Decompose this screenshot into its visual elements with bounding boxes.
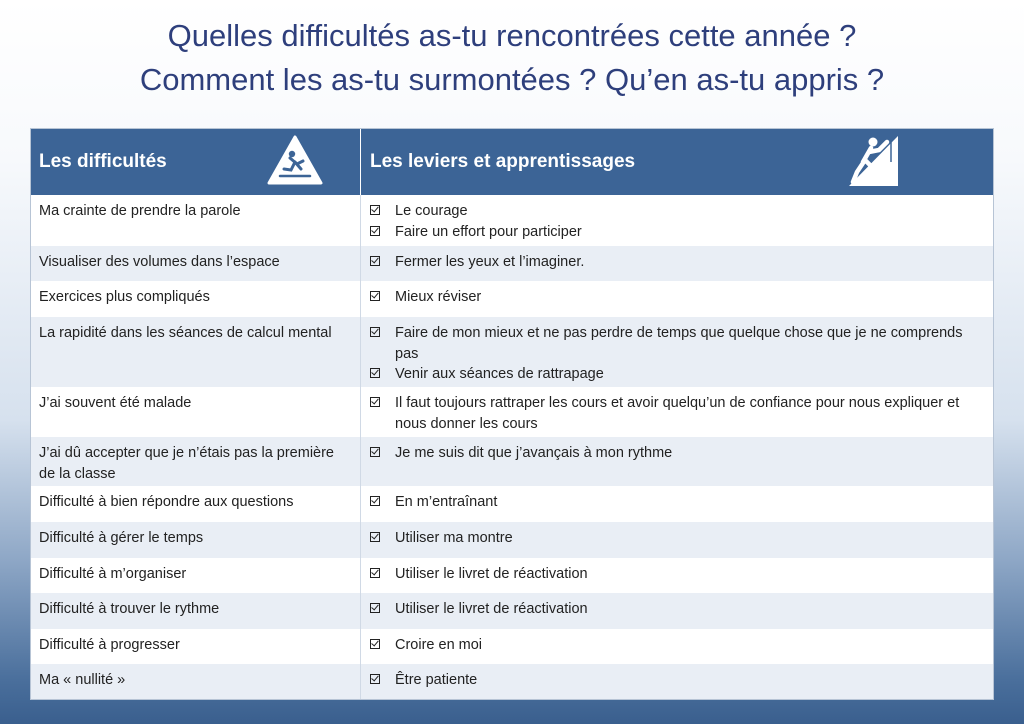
levers-cell xyxy=(361,317,993,387)
levers-cell xyxy=(361,387,993,437)
table-row xyxy=(31,437,993,486)
table-row xyxy=(31,246,993,281)
difficulty-cell: J’ai dû accepter que je n’étais pas la première de la classe xyxy=(31,437,361,486)
difficulty-cell: J’ai souvent été malade xyxy=(31,387,361,437)
lever-text: En m’entraînant xyxy=(395,494,498,510)
checked-box-icon xyxy=(370,368,380,378)
difficulty-cell: Ma « nullité » xyxy=(31,664,361,699)
levers-cell xyxy=(361,558,993,593)
difficulty-cell: Visualiser des volumes dans l’espace xyxy=(31,246,361,281)
levers-cell xyxy=(361,437,993,486)
levers-cell xyxy=(361,195,993,246)
levers-cell xyxy=(361,486,993,522)
table-row xyxy=(31,593,993,629)
table-header xyxy=(31,129,993,195)
checked-box-icon xyxy=(370,447,380,457)
climber-icon xyxy=(843,132,901,190)
levers-cell xyxy=(361,629,993,664)
lever-text: Faire un effort pour participer xyxy=(395,223,582,240)
difficulty-cell: Difficulté à trouver le rythme xyxy=(31,593,361,629)
lever-item xyxy=(370,393,985,434)
difficulty-cell: Exercices plus compliqués xyxy=(31,281,361,317)
checked-box-icon xyxy=(370,205,380,215)
difficulty-cell: Difficulté à gérer le temps xyxy=(31,522,361,558)
lever-item xyxy=(370,528,985,549)
lever-text: Utiliser le livret de réactivation xyxy=(395,566,588,582)
lever-text: Le courage xyxy=(395,203,468,219)
table-row xyxy=(31,195,993,246)
header-levers xyxy=(361,129,993,195)
levers-cell xyxy=(361,522,993,558)
lever-text: Je me suis dit que j’avançais à mon rythme xyxy=(395,445,673,461)
checked-box-icon xyxy=(370,291,380,301)
table-row xyxy=(31,281,993,317)
difficulties-table xyxy=(30,128,994,700)
lever-text: Croire en moi xyxy=(395,637,483,653)
lever-text: Fermer les yeux et l’imaginer. xyxy=(395,254,585,270)
table-row xyxy=(31,522,993,558)
checked-box-icon xyxy=(370,256,380,266)
checked-box-icon xyxy=(370,603,380,613)
lever-item xyxy=(370,287,985,308)
checked-box-icon xyxy=(370,496,380,506)
lever-item xyxy=(370,364,985,385)
levers-cell xyxy=(361,246,993,281)
levers-cell xyxy=(361,281,993,317)
table-row xyxy=(31,317,993,387)
levers-cell xyxy=(361,664,993,699)
header-difficulties-label: Les difficultés xyxy=(39,151,167,172)
lever-text: Faire de mon mieux et ne pas perdre de temps que quelque chose que je ne comprends pas xyxy=(395,325,963,362)
table-row xyxy=(31,486,993,522)
lever-text: Mieux réviser xyxy=(395,289,482,305)
checked-box-icon xyxy=(370,327,380,337)
table-row xyxy=(31,387,993,437)
checked-box-icon xyxy=(370,674,380,684)
lever-item xyxy=(370,222,985,243)
table-row xyxy=(31,558,993,593)
checked-box-icon xyxy=(370,226,380,236)
lever-item xyxy=(370,635,985,656)
lever-text: Être patiente xyxy=(395,672,478,688)
header-levers-label: Les leviers et apprentissages xyxy=(370,151,636,172)
title-line-1: Quelles difficultés as-tu rencontrées cette année ? xyxy=(167,18,857,53)
levers-cell xyxy=(361,593,993,629)
table-body xyxy=(31,195,993,699)
difficulty-cell: Difficulté à progresser xyxy=(31,629,361,664)
header-difficulties xyxy=(31,129,361,195)
checked-box-icon xyxy=(370,532,380,542)
lever-item xyxy=(370,252,985,273)
warning-slip-icon xyxy=(266,134,324,186)
difficulty-cell: Difficulté à m’organiser xyxy=(31,558,361,593)
lever-item xyxy=(370,564,985,585)
page-title xyxy=(0,14,1024,102)
lever-item xyxy=(370,323,985,364)
lever-item xyxy=(370,443,985,464)
lever-item xyxy=(370,201,985,222)
lever-item xyxy=(370,492,985,513)
lever-item xyxy=(370,599,985,620)
title-line-2: Comment les as-tu surmontées ? Qu’en as-tu appris ? xyxy=(139,62,885,97)
checked-box-icon xyxy=(370,568,380,578)
difficulty-cell: Difficulté à bien répondre aux questions xyxy=(31,486,361,522)
checked-box-icon xyxy=(370,639,380,649)
table-row xyxy=(31,629,993,664)
lever-text: Il faut toujours rattraper les cours et avoir quelqu’un de confiance pour nous expliquer et nous donner les cours xyxy=(395,395,960,432)
difficulty-cell: La rapidité dans les séances de calcul mental xyxy=(31,317,361,387)
lever-text: Utiliser ma montre xyxy=(395,530,513,546)
difficulty-cell: Ma crainte de prendre la parole xyxy=(31,195,361,246)
lever-text: Utiliser le livret de réactivation xyxy=(395,601,588,617)
checked-box-icon xyxy=(370,397,380,407)
lever-text: Venir aux séances de rattrapage xyxy=(395,366,604,382)
lever-item xyxy=(370,670,985,691)
table-row xyxy=(31,664,993,699)
